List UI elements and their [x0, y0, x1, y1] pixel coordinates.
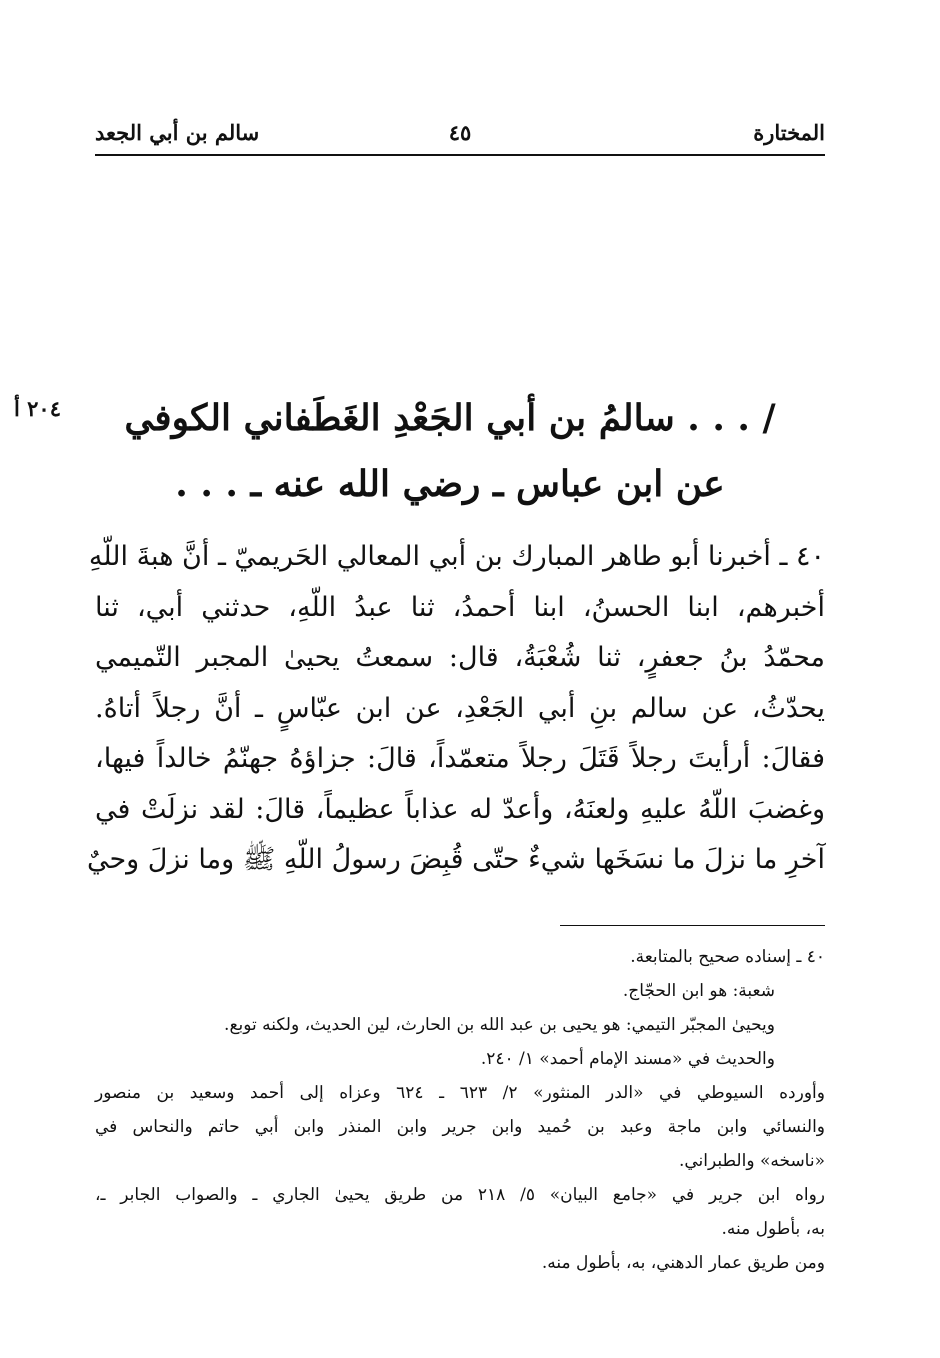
footnote-line: رواه ابن جرير في «جامع البيان» ٥/ ٢١٨ من طريق يحيىٰ الجاري ـ والصواب الجابر ـ، — [95, 1185, 826, 1205]
book-title: المختارة — [753, 120, 825, 145]
text-line: آخرِ ما نزلَ ما نسَخَها شيءٌ حتّى قُبِضَ رسولُ اللّهِ ﷺ وما نزلَ وحيٌ — [86, 844, 825, 875]
chapter-name: سالم بن أبي الجعد — [95, 120, 260, 145]
text-line: يحدّثُ، عن سالم بنِ أبي الجَعْدِ، عن ابن عبّاسٍ ـ أنَّ رجلاً أتاهُ. — [95, 692, 825, 724]
footnote-line: شعبة: هو ابن الحجّاج. — [622, 981, 775, 1001]
hadith-text — [86, 532, 826, 886]
footnote-line: ٤٠ ـ إسناده صحيح بالمتابعة. — [630, 947, 825, 967]
margin-folio: ٢٠٤ أ — [14, 396, 61, 421]
footnote-line: والحديث في «مسند الإمام أحمد» ١/ ٢٤٠. — [480, 1049, 775, 1069]
text-line: أخبرهم، ابنا الحسنُ، ابنا أحمدُ، ثنا عبدُ اللّهِ، حدثني أبي، ثنا — [95, 591, 825, 623]
text-line: فقالَ: أرأيتَ رجلاً قَتَلَ رجلاً متعمّداً، قالَ: جزاؤهُ جهنّمُ خالداً فيها، — [95, 743, 826, 774]
footnote-line: «ناسخه» والطبراني. — [678, 1151, 825, 1171]
running-header — [95, 118, 825, 152]
chapter-title-line: / . . . سالمُ بن أبي الجَعْدِ الغَطَفاني الكوفي — [124, 397, 776, 439]
page-number: ٤٥ — [448, 120, 472, 145]
text-line: محمّدُ بنُ جعفرٍ، ثنا شُعْبَةُ، قال: سمعتُ يحيىٰ المجبر التّميمي — [95, 642, 825, 673]
text-line: وغضبَ اللّهُ عليهِ ولعنَهُ، وأعدّ له عذاباً عظيماً، قالَ: لقد نزلَتْ في — [95, 793, 825, 825]
footnote-line: به، بأطول منه. — [721, 1219, 825, 1239]
footnote-line: والنسائي وابن ماجة وعبد بن حُميد وابن جرير وابن المنذر وابن أبي حاتم والنحاس في — [95, 1117, 825, 1137]
footnote-line: ومن طريق عمار الدهني، به، بأطول منه. — [541, 1253, 825, 1273]
footnote-line: ويحيىٰ المجبّر التيمي: هو يحيى بن عبد الله بن الحارث، لين الحديث، ولكنه توبع. — [224, 1015, 775, 1035]
header-divider — [95, 154, 825, 156]
footnote-line: وأورده السيوطي في «الدر المنثور» ٢/ ٦٢٣ ـ ٦٢٤ وعزاه إلى أحمد وسعيد بن منصور — [95, 1083, 825, 1103]
footnotes — [95, 940, 825, 1280]
footnote-divider — [560, 925, 825, 926]
chapter-title-line: عن ابن عباس ـ رضي الله عنه ـ . . . — [175, 463, 725, 505]
chapter-title — [120, 385, 780, 517]
text-line: ٤٠ ـ أخبرنا أبو طاهر المبارك بن أبي المعالي الحَريميّ ـ أنَّ هبةَ اللّهِ — [88, 541, 825, 572]
